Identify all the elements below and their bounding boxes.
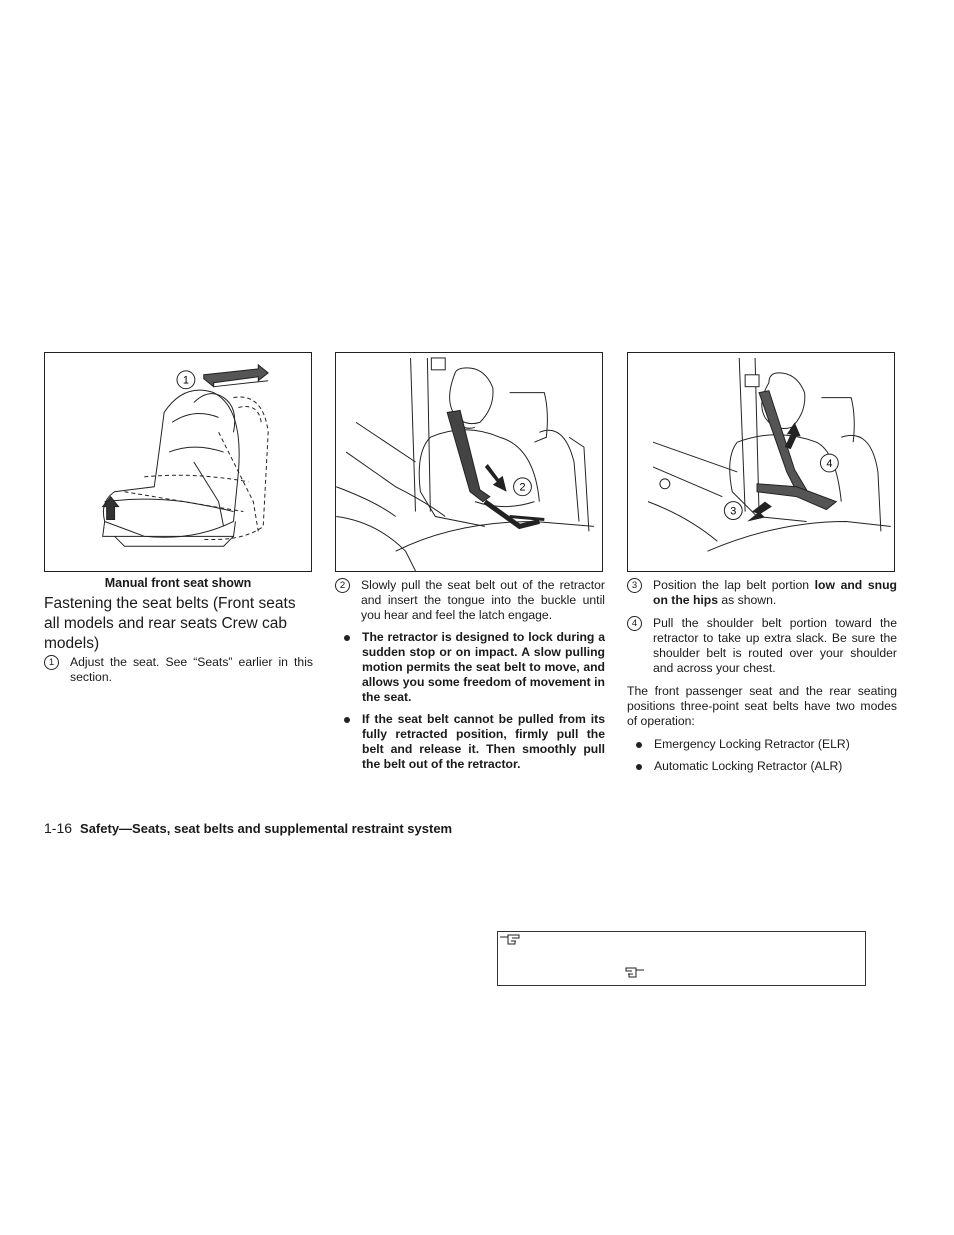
seat-illustration [45, 353, 311, 571]
bullet-dot [636, 764, 642, 770]
figure-pull-belt [335, 352, 603, 572]
callout-1-label: 1 [182, 374, 189, 387]
figure-position-lap-belt [627, 352, 895, 572]
figure-caption: Manual front seat shown [104, 576, 252, 590]
column-3 [627, 578, 897, 781]
bullet-elr [627, 737, 897, 752]
bullet-dot [344, 635, 350, 641]
callout-3 [724, 502, 742, 520]
belt-pull-illustration [336, 353, 602, 571]
hand-pointer-icon [625, 965, 645, 979]
bullet-text: Automatic Locking Retractor (ALR) [654, 759, 843, 773]
bullet-alr [627, 759, 897, 774]
step-4 [627, 616, 897, 676]
step-1-text: Adjust the seat. See “Seats” earlier in this section. [70, 655, 313, 684]
bullet-text: If the seat belt cannot be pulled from its fully retracted position, firmly pull the belt and release it. Then smoothly pull the belt out of the retractor. [362, 712, 605, 771]
hand-pointer-icon [499, 932, 521, 946]
column-2 [335, 578, 605, 779]
column-1 [44, 655, 313, 693]
step-3 [627, 578, 897, 608]
step-1-number: 1 [44, 655, 59, 670]
callout-1 [177, 371, 195, 389]
step-2-number: 2 [335, 578, 350, 593]
bullet-retractor-lock [335, 630, 605, 705]
bullet-text: The retractor is designed to lock during a sudden stop or on impact. A slow pulling motion permits the seat belt to move, and allows you some freedom of movement in the seat. [362, 630, 605, 704]
step-3-text: Position the lap belt portion low and snug on the hips as shown. [653, 578, 897, 607]
bullet-dot [636, 742, 642, 748]
step-3-number: 3 [627, 578, 642, 593]
callout-2 [514, 478, 532, 496]
step-4-number: 4 [627, 616, 642, 631]
lap-belt-illustration [628, 353, 894, 571]
page-number: 1-16 [44, 820, 73, 836]
section-heading: Fastening the seat belts (Front seats all models and rear seats Crew cab models) [44, 595, 296, 652]
callout-2-label: 2 [519, 481, 526, 494]
callout-3-label: 3 [730, 505, 737, 518]
section-title: Safety—Seats, seat belts and supplemental restraint system [80, 821, 453, 836]
bullet-text: Emergency Locking Retractor (ELR) [654, 737, 850, 751]
step-2-text: Slowly pull the seat belt out of the retractor and insert the tongue into the buckle until you hear and feel the latch engage. [361, 578, 605, 622]
bullet-dot [344, 717, 350, 723]
page-footer [44, 820, 452, 836]
modes-paragraph: The front passenger seat and the rear seating positions three-point seat belts have two modes of operation: [627, 684, 897, 728]
callout-4-label: 4 [826, 457, 833, 470]
step-2 [335, 578, 605, 623]
step-4-text: Pull the shoulder belt portion toward the retractor to take up extra slack. Be sure the shoulder belt is routed over your shoulder and across your chest. [653, 616, 897, 675]
step-1 [44, 655, 313, 685]
note-box [497, 931, 866, 986]
callout-4 [820, 454, 838, 472]
bullet-belt-cannot-pull [335, 712, 605, 772]
figure-seat-adjust [44, 352, 312, 572]
